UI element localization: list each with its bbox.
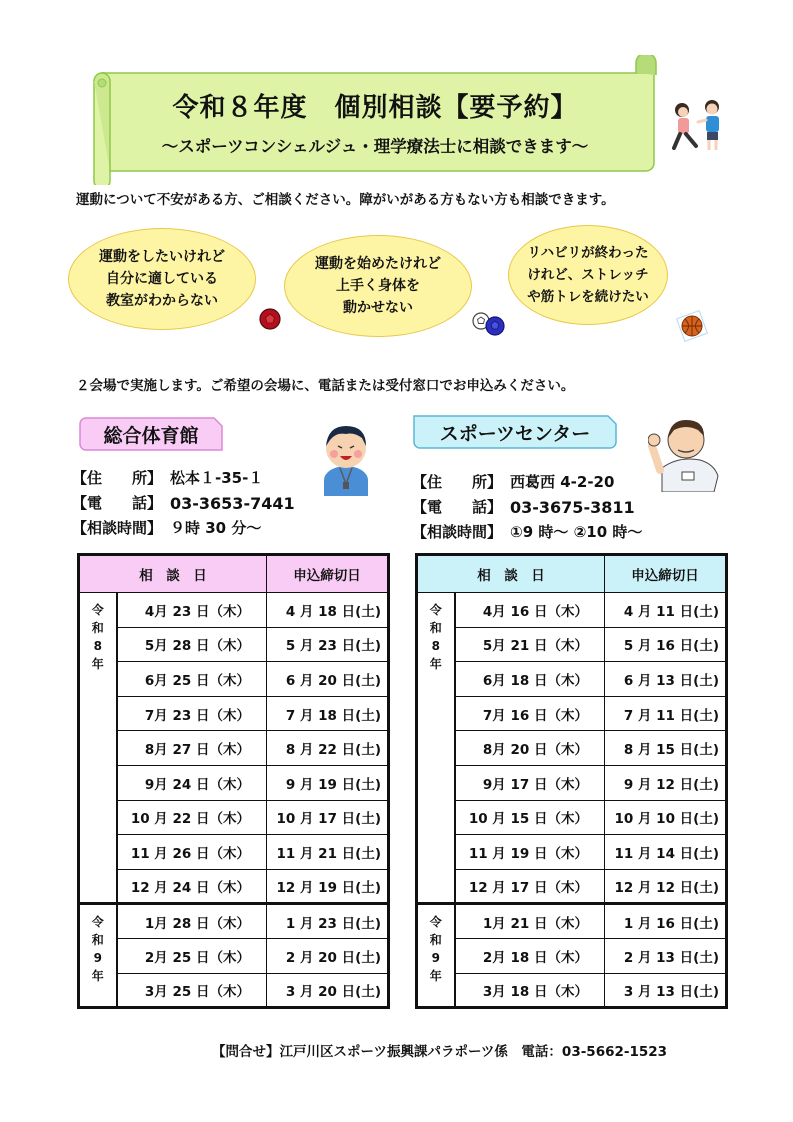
table-row [417,593,727,628]
table-header-row [417,555,727,593]
bubble-line: 運動を始めたけれど [315,256,441,272]
venue-intro-text: ２会場で実施します。ご希望の会場に、電話または受付窓口でお申込みください。 [76,378,575,394]
consult-date: 4月 23 日（木） [117,593,267,628]
era-label-r9: 令 和 9 年 [417,904,455,1008]
table-row [417,662,727,697]
consult-date: 2月 18 日（木） [455,938,605,973]
table-row [79,662,389,697]
table-row [79,938,389,973]
venue-tag-sports-center [412,414,618,450]
consult-date: 8月 20 日（木） [455,731,605,766]
table-row [417,973,727,1008]
table-row [79,696,389,731]
deadline: 7 月 11 日(土) [605,696,727,731]
concern-bubble-1 [68,228,256,330]
consult-date: 9月 17 日（木） [455,765,605,800]
deadline: 1 月 16 日(土) [605,904,727,939]
table-row [417,938,727,973]
deadline: 12 月 12 日(土) [605,869,727,904]
deadline: 11 月 14 日(土) [605,835,727,870]
consult-date: 7月 23 日（木） [117,696,267,731]
intro-text: 運動について不安がある方、ご相談ください。障がいがある方もない方も相談できます。 [76,192,615,208]
deadline: 12 月 19 日(土) [267,869,389,904]
consult-date: 10 月 22 日（木） [117,800,267,835]
table-row [79,904,389,939]
consult-date: 2月 25 日（木） [117,938,267,973]
table-row [79,765,389,800]
consult-date: 6月 18 日（木） [455,662,605,697]
header-consult-date: 相 談 日 [417,555,605,593]
bubble-line: 教室がわからない [106,293,218,309]
deadline: 9 月 19 日(土) [267,765,389,800]
table-row [417,696,727,731]
table-row [79,800,389,835]
deadline: 3 月 20 日(土) [267,973,389,1008]
table-row [417,869,727,904]
table-row [417,731,727,766]
era-label-r9: 令 和 9 年 [79,904,117,1008]
consult-date: 4月 16 日（木） [455,593,605,628]
consult-date: 7月 16 日（木） [455,696,605,731]
consult-date: 11 月 19 日（木） [455,835,605,870]
deadline: 10 月 17 日(土) [267,800,389,835]
bubble-line: リハビリが終わった [527,245,649,261]
header-deadline: 申込締切日 [605,555,727,593]
table-row [417,904,727,939]
schedule-table-sports-center [415,553,728,1009]
consult-date: 8月 27 日（木） [117,731,267,766]
table-header-row [79,555,389,593]
address-value: 松本１-35-１ [170,469,264,487]
deadline: 6 月 13 日(土) [605,662,727,697]
address-label: 【住 所】 [412,473,503,491]
address-label: 【住 所】 [72,469,163,487]
deadline: 10 月 10 日(土) [605,800,727,835]
header-deadline: 申込締切日 [267,555,389,593]
consult-date: 9月 24 日（木） [117,765,267,800]
consult-date: 1月 28 日（木） [117,904,267,939]
era-label-r8: 令 和 8 年 [79,593,117,904]
deadline: 3 月 13 日(土) [605,973,727,1008]
consult-date: 12 月 24 日（木） [117,869,267,904]
consult-date: 10 月 15 日（木） [455,800,605,835]
hours-value: ①9 時～ ②10 時～ [510,523,643,541]
blue-white-balls-icon [472,311,508,337]
basketball-icon [674,308,710,344]
phone-value: 03-3675-3811 [510,498,635,517]
phone-label: 【電 話】 [412,498,503,516]
phone-label: 【電 話】 [72,494,163,512]
hours-label: 【相談時間】 [72,519,163,537]
table-row [79,593,389,628]
venue-info-gymnasium [72,466,295,541]
table-row [79,627,389,662]
table-row [417,800,727,835]
deadline: 9 月 12 日(土) [605,765,727,800]
era-label-r8: 令 和 8 年 [417,593,455,904]
contact-footer: 【問合せ】江戸川区スポーツ振興課パラポーツ係 電話：03-5662-1523 [212,1044,668,1060]
concern-bubble-2 [284,235,472,337]
staff-man-fist-illustration [648,412,723,492]
bubble-line: 自分に適している [106,271,218,287]
hours-value: ９時 30 分～ [170,519,262,537]
deadline: 8 月 15 日(土) [605,731,727,766]
bubble-line: けれど、ストレッチ [527,267,649,283]
bubble-line: や筋トレを続けたい [527,289,649,305]
deadline: 4 月 18 日(土) [267,593,389,628]
table-row [417,835,727,870]
consult-date: 12 月 17 日（木） [455,869,605,904]
deadline: 7 月 18 日(土) [267,696,389,731]
red-ball-icon [259,308,281,330]
venue-info-sports-center [412,470,642,545]
consult-date: 3月 25 日（木） [117,973,267,1008]
consult-date: 1月 21 日（木） [455,904,605,939]
venue-name: スポーツセンター [439,422,591,445]
concern-bubble-3 [508,225,668,325]
schedule-table-gymnasium [77,553,390,1009]
exercising-kids-illustration [670,98,730,156]
deadline: 2 月 13 日(土) [605,938,727,973]
deadline: 8 月 22 日(土) [267,731,389,766]
venue-tag-gymnasium [78,416,224,452]
page-title: 令和８年度 個別相談【要予約】 [172,93,578,123]
phone-value: 03-3653-7441 [170,494,295,513]
table-row [417,627,727,662]
deadline: 1 月 23 日(土) [267,904,389,939]
deadline: 2 月 20 日(土) [267,938,389,973]
consult-date: 6月 25 日（木） [117,662,267,697]
bubble-line: 動かせない [343,300,413,316]
consult-date: 11 月 26 日（木） [117,835,267,870]
table-row [417,765,727,800]
table-row [79,973,389,1008]
title-banner [92,55,658,185]
bubble-line: 上手く身体を [336,278,420,294]
table-row [79,869,389,904]
hours-label: 【相談時間】 [412,523,503,541]
table-row [79,835,389,870]
table-row [79,731,389,766]
consult-date: 5月 28 日（木） [117,627,267,662]
header-consult-date: 相 談 日 [79,555,267,593]
venue-name: 総合体育館 [103,424,199,447]
consult-date: 5月 21 日（木） [455,627,605,662]
consult-date: 3月 18 日（木） [455,973,605,1008]
deadline: 5 月 16 日(土) [605,627,727,662]
address-value: 西葛西 4-2-20 [510,473,615,491]
deadline: 11 月 21 日(土) [267,835,389,870]
bubble-line: 運動をしたいけれど [99,249,225,265]
deadline: 5 月 23 日(土) [267,627,389,662]
deadline: 6 月 20 日(土) [267,662,389,697]
deadline: 4 月 11 日(土) [605,593,727,628]
page-subtitle: ～スポーツコンシェルジュ・理学療法士に相談できます～ [161,137,589,156]
staff-man-illustration [316,418,376,496]
